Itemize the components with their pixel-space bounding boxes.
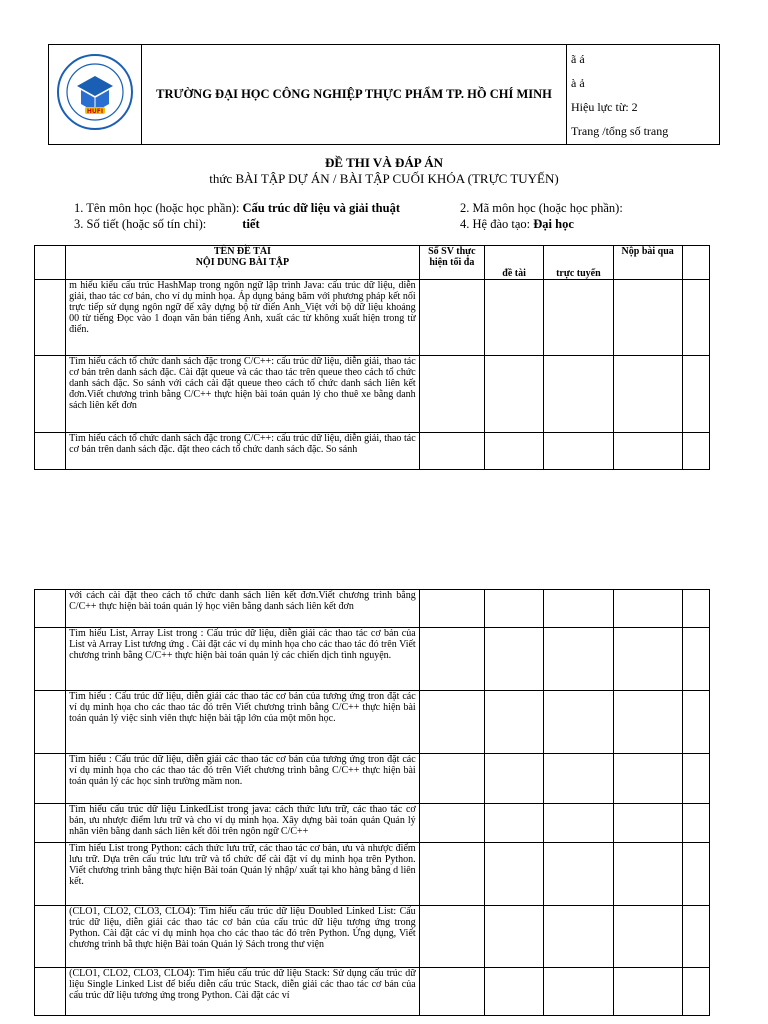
document-header (48, 44, 720, 145)
table-header-row (35, 246, 710, 280)
meta-line-3: Hiệu lực từ: 2 (571, 99, 638, 114)
header-topic: TÊN ĐỀ TÀI NỘI DUNG BÀI TẬP (66, 246, 420, 280)
row-content: Tìm hiểu List, Array List trong : Cấu trúc dữ liệu, diễn giải các thao tác cơ bản của List và Array List tương ứng . Cài đặt các ví dụ minh họa cho các thao tác đó trên Viết chương trình bằng C/C++ thực hiện bài toán quản lý các chiến dịch tình nguyện. (66, 628, 420, 691)
university-seal-icon (55, 52, 135, 132)
row-content: Tìm hiểu : Cấu trúc dữ liệu, diễn giải các thao tác cơ bản của tương ứng tron đặt các ví dụ minh họa cho các thao tác đó trên Viết chương trình bằng C/C++ thực hiện bài toán quản lý các học sinh trường mầm non. (66, 754, 420, 804)
school-name: TRƯỜNG ĐẠI HỌC CÔNG NGHIỆP THỰC PHẨM TP. HỒ CHÍ MINH (142, 45, 567, 145)
document-meta (567, 45, 720, 145)
document-subtitle: thức BÀI TẬP DỰ ÁN / BÀI TẬP CUỐI KHÓA (TRỰC TUYẾN) (209, 171, 559, 186)
header-topic-code: đề tài (484, 246, 543, 280)
header-students: Số SV thực hiện tối đa (419, 246, 484, 280)
table-row (35, 590, 710, 628)
header-online: trực tuyến (544, 246, 613, 280)
row-content: m hiểu kiểu cấu trúc HashMap trong ngôn ngữ lập trình Java: cấu trúc dữ liệu, diễn giải, thao tác cơ bản, cho ví dụ minh họa. Áp dụng bảng băm với phương pháp kết nối trực tiếp sử dụng ngôn ngữ để xây dựng bộ từ điển Anh_Việt với bộ dữ liệu khoảng 00 từ tiếng Đọc vào 1 đoạn văn bản tiếng Anh, xuất các từ không xuất hiện trong từ điển. (66, 280, 420, 356)
table-row (35, 280, 710, 356)
table-row (35, 843, 710, 906)
document-title: ĐỀ THI VÀ ĐÁP ÁN (325, 155, 443, 170)
meta-line-2: à ả (571, 75, 585, 90)
row-content: Tìm hiểu List trong Python: cách thức lưu trữ, các thao tác cơ bản, ưu và nhược điểm lưu trữ. Dựa trên cấu trúc lưu trữ và tổ chức để cài đặt ví dụ minh họa trên Python. Viết chương trình bằng thực hiện Bài toán Quản lý nhập/ xuất tại kho hàng bằng d liên kết. (66, 843, 420, 906)
course-name: 1. Tên môn học (hoặc học phần): Cấu trúc dữ liệu và giải thuật (74, 201, 400, 215)
header-submit: Nộp bài qua (613, 246, 682, 280)
course-code: 2. Mã môn học (hoặc học phần): (460, 201, 623, 215)
table-row (35, 754, 710, 804)
table-row (35, 691, 710, 754)
table-row (35, 906, 710, 968)
table-row (35, 356, 710, 433)
svg-text:HUFI: HUFI (86, 108, 104, 115)
row-content: Tìm hiểu cách tổ chức danh sách đặc trong C/C++: cấu trúc dữ liệu, diễn giải, thao tác cơ bản trên danh sách đặc. Cài đặt queue và các thao tác trên queue theo cách tổ chức danh sách đặc. So sánh với cách cài đặt queue theo cách tổ chức danh sách liên kết đơn.Viết chương trình bằng C/C++ thực hiện bài toán quản lý cho thuê xe bằng danh sách liên kết đơn (66, 356, 420, 433)
meta-line-4: Trang /tổng số trang (571, 123, 669, 138)
table-row (35, 804, 710, 843)
row-content: Tìm hiểu cách tổ chức danh sách đặc trong C/C++: cấu trúc dữ liệu, diễn giải, thao tác cơ bản trên danh sách đặc. đặt theo cách tổ chức danh sách đặc. So sánh (66, 433, 420, 470)
row-content: (CLO1, CLO2, CLO3, CLO4): Tìm hiểu cấu trúc dữ liệu Stack: Sử dụng cấu trúc dữ liệu Single Linked List để biểu diễn cấu trúc Stack, diễn giải các thao tác cơ bản của cấu trúc dữ liệu tương ứng trong Python. Cài đặt các ví (66, 968, 420, 1016)
row-content: với cách cài đặt theo cách tổ chức danh sách liên kết đơn.Viết chương trình bằng C/C++ thực hiện bài toán quản lý học viên bằng danh sách liên kết đơn (66, 590, 420, 628)
assignment-table-top (34, 245, 710, 470)
table-row (35, 628, 710, 691)
credit-count: 3. Số tiết (hoặc số tín chỉ): tiết (74, 217, 260, 231)
training-system: 4. Hệ đào tạo: Đại học (460, 217, 574, 231)
row-content: (CLO1, CLO2, CLO3, CLO4): Tìm hiểu cấu trúc dữ liệu Doubled Linked List: Cấu trúc dữ liệu, diễn giải các thao tác cơ bản của cấu trúc dữ liệu tương ứng trong Python. Cài đặt các ví dụ minh họa cho các thao tác đó trên Python. Ứng dụng, Viết chương trình bằ thực hiện Bài toán Quản lý Sách trong thư viện (66, 906, 420, 968)
row-content: Tìm hiểu cấu trúc dữ liệu LinkedList trong java: cách thức lưu trữ, các thao tác cơ bản, ưu nhược điểm lưu trữ và cho ví dụ minh họa. Xây dựng bài toán quản Quản lý nhân viên bằng danh sách liên kết đôi trên ngôn ngữ C/C++ (66, 804, 420, 843)
meta-line-1: ã á (571, 51, 585, 66)
assignment-table-bottom (34, 589, 710, 1016)
table-row (35, 433, 710, 470)
logo-cell (49, 45, 142, 145)
row-content: Tìm hiểu : Cấu trúc dữ liệu, diễn giải các thao tác cơ bản của tương ứng tron đặt các ví dụ minh họa cho các thao tác đó trên Viết chương trình bằng C/C++ thực hiện bài toán quản lý việc sinh viên thực hiện bài tập lớn của một môn học. (66, 691, 420, 754)
table-row (35, 968, 710, 1016)
